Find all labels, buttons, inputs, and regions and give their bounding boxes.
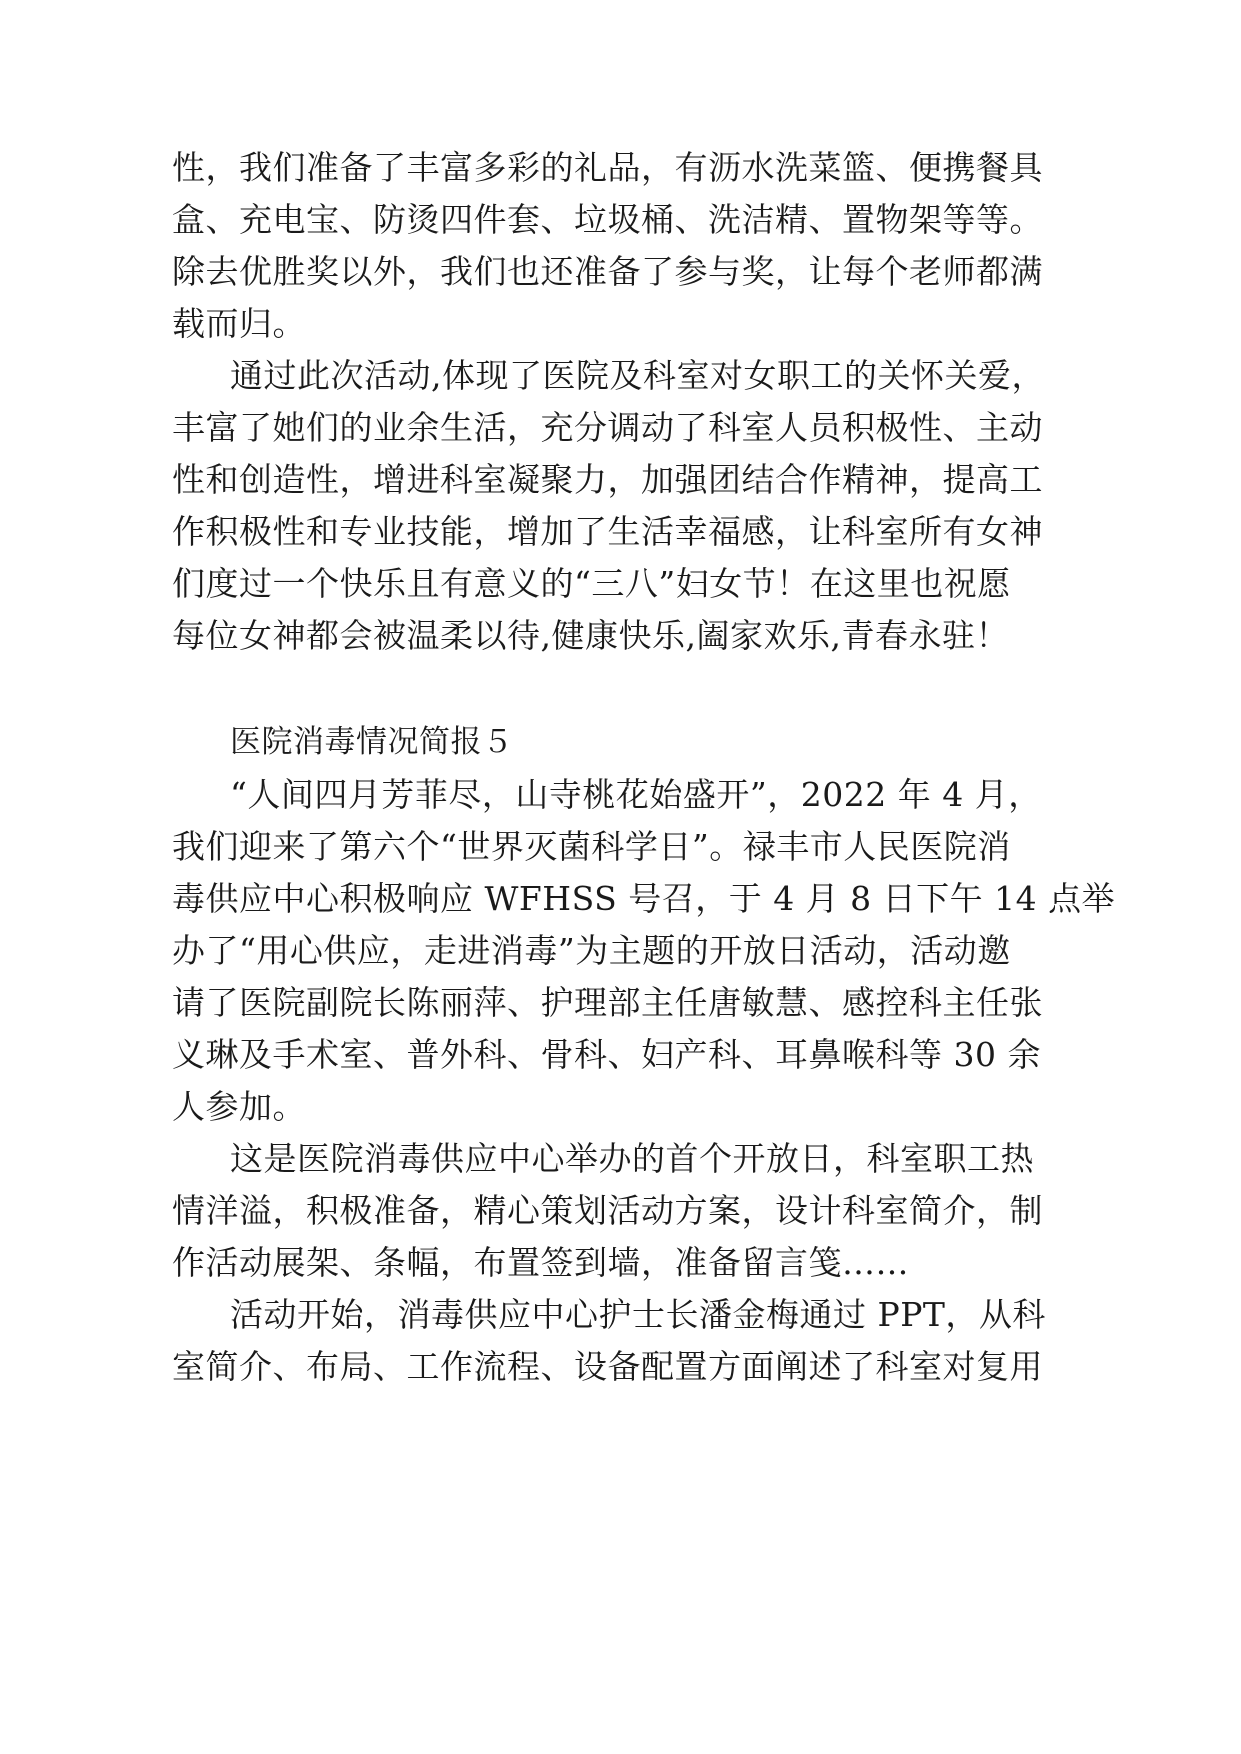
paragraph-3-line-3: 毒供应中心积极响应 WFHSS 号召，于 4 月 8 日下午 14 点举 (172, 879, 1116, 918)
paragraph-1-line-1: 性，我们准备了丰富多彩的礼品，有沥水洗菜篮、便携餐具 (172, 148, 1043, 187)
paragraph-4-line-1: 这是医院消毒供应中心举办的首个开放日，科室职工热 (230, 1139, 1034, 1178)
paragraph-3-line-4: 办了“用心供应，走进消毒”为主题的开放日活动，活动邀 (172, 931, 1011, 970)
paragraph-5-line-1: 活动开始，消毒供应中心护士长潘金梅通过 PPT，从科 (230, 1295, 1046, 1334)
paragraph-3-line-2: 我们迎来了第六个“世界灭菌科学日”。禄丰市人民医院消 (172, 827, 1011, 866)
paragraph-5-line-2: 室简介、布局、工作流程、设备配置方面阐述了科室对复用 (172, 1347, 1043, 1386)
paragraph-2-line-6: 每位女神都会被温柔以待,健康快乐,阖家欢乐,青春永驻！ (172, 616, 1009, 655)
paragraph-1-line-4: 载而归。 (172, 304, 306, 343)
paragraph-3-line-1: “人间四月芳菲尽，山寺桃花始盛开”，2022 年 4 月， (230, 775, 1042, 814)
paragraph-2-line-3: 性和创造性，增进科室凝聚力，加强团结合作精神，提高工 (172, 460, 1043, 499)
paragraph-4-line-2: 情洋溢，积极准备，精心策划活动方案，设计科室简介，制 (172, 1191, 1043, 1230)
section-title: 医院消毒情况简报５ (230, 724, 514, 760)
paragraph-1-line-3: 除去优胜奖以外，我们也还准备了参与奖，让每个老师都满 (172, 252, 1043, 291)
paragraph-1-line-2: 盒、充电宝、防烫四件套、垃圾桶、洗洁精、置物架等等。 (172, 200, 1043, 239)
paragraph-2-line-4: 作积极性和专业技能，增加了生活幸福感，让科室所有女神 (172, 512, 1043, 551)
paragraph-2-line-5: 们度过一个快乐且有意义的“三八”妇女节！在这里也祝愿 (172, 564, 1011, 603)
paragraph-2-line-1: 通过此次活动,体现了医院及科室对女职工的关怀关爱， (230, 356, 1045, 395)
paragraph-4-line-3: 作活动展架、条幅，布置签到墙，准备留言笺…… (172, 1243, 909, 1282)
paragraph-2-line-2: 丰富了她们的业余生活，充分调动了科室人员积极性、主动 (172, 408, 1043, 447)
paragraph-3-line-6: 义琳及手术室、普外科、骨科、妇产科、耳鼻喉科等 30 余 (172, 1035, 1041, 1074)
paragraph-3-line-7: 人参加。 (172, 1087, 306, 1126)
paragraph-3-line-5: 请了医院副院长陈丽萍、护理部主任唐敏慧、感控科主任张 (172, 983, 1043, 1022)
